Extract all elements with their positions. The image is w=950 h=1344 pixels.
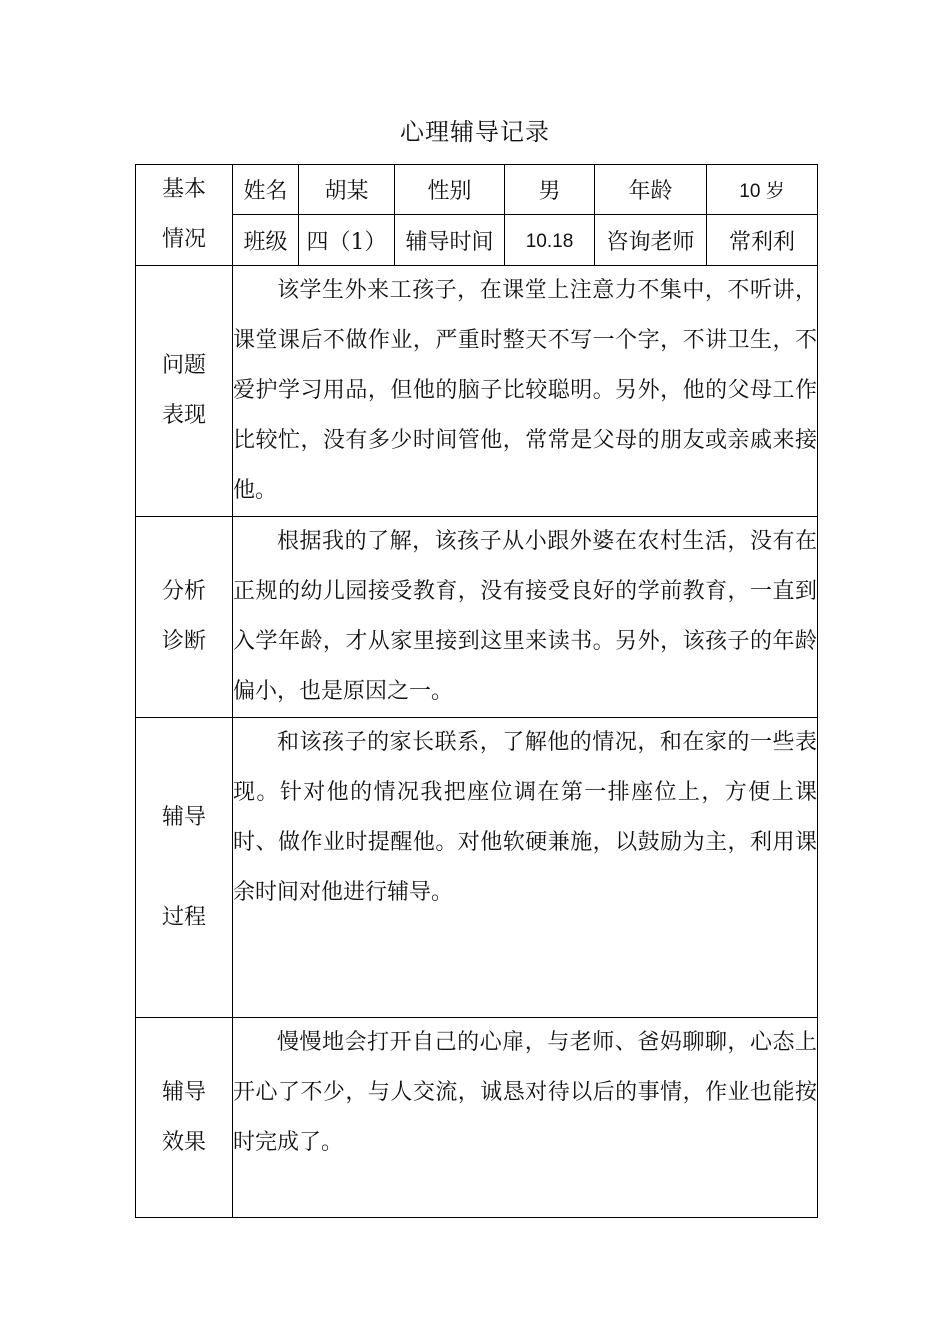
effect-label-line-2: 效果 — [161, 1129, 206, 1155]
problem-label-line-2: 表现 — [161, 403, 206, 428]
age-label: 年龄 — [595, 165, 707, 215]
problem-label — [136, 266, 233, 517]
problem-text: 该学生外来工孩子，在课堂上注意力不集中，不听讲，课堂课后不做作业，严重时整天不写一个字，不讲卫生，不爱护学习用品，但他的脑子比较聪明。另外，他的父母工作比较忙，没有多少时间管他，常常是父母的朋友或亲戚来接他。 — [233, 266, 818, 517]
basic-info-row-1 — [136, 165, 818, 215]
gender-value: 男 — [505, 165, 595, 215]
counseling-time-value — [505, 215, 595, 266]
basic-info-row-2 — [136, 215, 818, 266]
problem-label-line-1: 问题 — [161, 353, 206, 378]
analysis-row — [136, 517, 818, 718]
name-label: 姓名 — [233, 165, 299, 215]
effect-text: 慢慢地会打开自己的心扉，与老师、爸妈聊聊，心态上开心了不少，与人交流，诚恳对待以后的事情，作业也能按时完成了。 — [233, 1018, 818, 1218]
analysis-label — [136, 517, 233, 718]
analysis-text: 根据我的了解，该孩子从小跟外婆在农村生活，没有在正规的幼儿园接受教育，没有接受良好的学前教育，一直到入学年龄，才从家里接到这里来读书。另外，该孩子的年龄偏小，也是原因之一。 — [233, 517, 818, 718]
process-label — [136, 718, 233, 1018]
process-label-line-2: 过程 — [161, 904, 206, 930]
basic-info-label — [136, 165, 233, 266]
page-title: 心理辅导记录 — [400, 118, 550, 146]
gender-label: 性别 — [395, 165, 505, 215]
analysis-label-line-2: 诊断 — [161, 629, 206, 654]
age-value — [707, 165, 818, 215]
class-label: 班级 — [233, 215, 299, 266]
teacher-value: 常利利 — [707, 215, 818, 266]
name-value: 胡某 — [299, 165, 395, 215]
teacher-label: 咨询老师 — [595, 215, 707, 266]
analysis-label-line-1: 分析 — [161, 579, 206, 604]
effect-label-line-1: 辅导 — [161, 1079, 206, 1105]
effect-row — [136, 1018, 818, 1218]
age-value-text: 10 岁 — [739, 181, 785, 202]
basic-info-label-line-1: 基本 — [161, 177, 206, 202]
counseling-record-table — [135, 164, 818, 1218]
process-label-line-1: 辅导 — [161, 804, 206, 830]
counseling-time-label: 辅导时间 — [395, 215, 505, 266]
counseling-time-text: 10.18 — [525, 230, 574, 252]
problem-row — [136, 266, 818, 517]
basic-info-label-line-2: 情况 — [161, 227, 206, 252]
effect-label — [136, 1018, 233, 1218]
class-value: 四（1） — [299, 215, 395, 266]
process-text: 和该孩子的家长联系，了解他的情况，和在家的一些表现。针对他的情况我把座位调在第一排座位上，方便上课时、做作业时提醒他。对他软硬兼施，以鼓励为主，利用课余时间对他进行辅导。 — [233, 718, 818, 1018]
process-row — [136, 718, 818, 1018]
